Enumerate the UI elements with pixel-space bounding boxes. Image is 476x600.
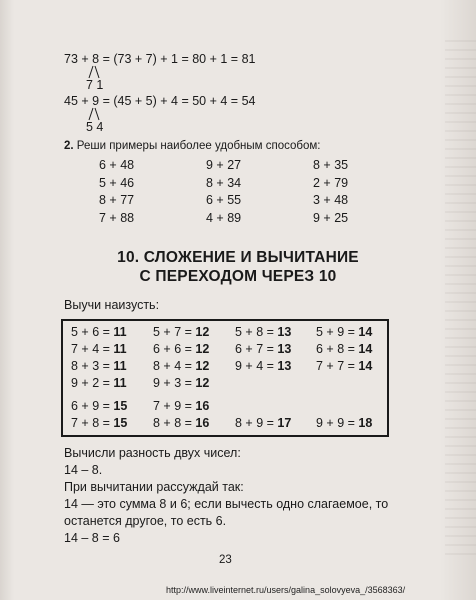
example-split-1: 7 1 — [86, 78, 104, 92]
task-2-column-3 — [313, 157, 348, 227]
body-paragraph: 14 – 8. — [64, 463, 103, 477]
task-2-number: 2. — [64, 140, 74, 152]
example-line-1: 73 + 8 = (73 + 7) + 1 = 80 + 1 = 81 — [64, 52, 256, 66]
table-cell: 6 + 7 = 13 — [235, 342, 292, 356]
task-2-item: 6 + 55 — [206, 193, 242, 207]
table-cell: 8 + 3 = 11 — [71, 359, 127, 373]
task-2-item: 4 + 89 — [206, 210, 242, 225]
table-cell: 8 + 8 = 16 — [153, 416, 210, 430]
table-cell: 6 + 8 = 14 — [316, 342, 373, 356]
page-number: 23 — [219, 554, 232, 566]
watermark-url: http://www.liveinternet.ru/users/galina_solovyeva_/3568363/ — [166, 585, 406, 595]
table-cell: 5 + 9 = 14 — [316, 325, 373, 339]
table-cell: 9 + 3 = 12 — [153, 376, 210, 390]
task-2-item: 6 + 48 — [99, 158, 135, 172]
task-2-text: Реши примеры наиболее удобным способом: — [73, 140, 321, 152]
body-paragraph: останется другое, то есть 6. — [64, 514, 227, 528]
table-cell: 8 + 4 = 12 — [153, 359, 210, 373]
split-branch-2 — [88, 107, 100, 121]
body-paragraph: При вычитании рассуждай так: — [64, 480, 244, 494]
body-paragraph: Вычисли разность двух чисел: — [64, 446, 241, 460]
learn-by-heart-label: Выучи наизусть: — [64, 298, 160, 312]
body-paragraph: 14 – 8 = 6 — [64, 531, 120, 545]
table-cell: 9 + 4 = 13 — [235, 359, 292, 373]
task-2-item: 3 + 48 — [313, 193, 349, 207]
table-cell: 7 + 4 = 11 — [71, 342, 127, 356]
table-cell: 5 + 7 = 12 — [153, 325, 210, 339]
table-cell: 8 + 9 = 17 — [235, 416, 292, 430]
table-cell: 7 + 8 = 15 — [71, 416, 128, 430]
table-cell: 7 + 7 = 14 — [316, 359, 373, 373]
example-split-2: 5 4 — [86, 120, 104, 134]
table-cell: 9 + 2 = 11 — [71, 376, 127, 390]
table-cell: 6 + 9 = 15 — [71, 399, 128, 413]
table-cell: 7 + 9 = 16 — [153, 399, 210, 413]
table-cell: 9 + 9 = 18 — [316, 416, 373, 430]
table-cell: 6 + 6 = 12 — [153, 342, 210, 356]
task-2-item: 8 + 35 — [313, 158, 349, 172]
task-2-item: 9 + 25 — [313, 210, 349, 225]
task-2-item: 7 + 88 — [99, 210, 135, 225]
split-branch-1 — [88, 65, 100, 79]
task-2-item: 8 + 34 — [206, 175, 242, 190]
task-2-item: 8 + 77 — [99, 193, 135, 207]
section-title-line-1: 10. СЛОЖЕНИЕ И ВЫЧИТАНИЕ — [117, 249, 359, 266]
task-2-item: 9 + 27 — [206, 158, 242, 172]
section-title-line-2: С ПЕРЕХОДОМ ЧЕРЕЗ 10 — [139, 268, 337, 285]
task-2-column-1 — [99, 157, 134, 227]
example-line-2: 45 + 9 = (45 + 5) + 4 = 50 + 4 = 54 — [64, 94, 256, 108]
table-cell: 5 + 8 = 13 — [235, 325, 292, 339]
addition-table — [61, 319, 389, 437]
page-bleed-through — [445, 40, 476, 560]
task-2-instruction — [64, 140, 321, 152]
task-2-column-2 — [206, 157, 241, 227]
task-2-item: 5 + 46 — [99, 175, 135, 190]
body-paragraph: 14 — это сумма 8 и 6; если вычесть одно слагаемое, то — [64, 497, 389, 511]
table-cell: 5 + 6 = 11 — [71, 325, 127, 339]
task-2-item: 2 + 79 — [313, 175, 349, 190]
